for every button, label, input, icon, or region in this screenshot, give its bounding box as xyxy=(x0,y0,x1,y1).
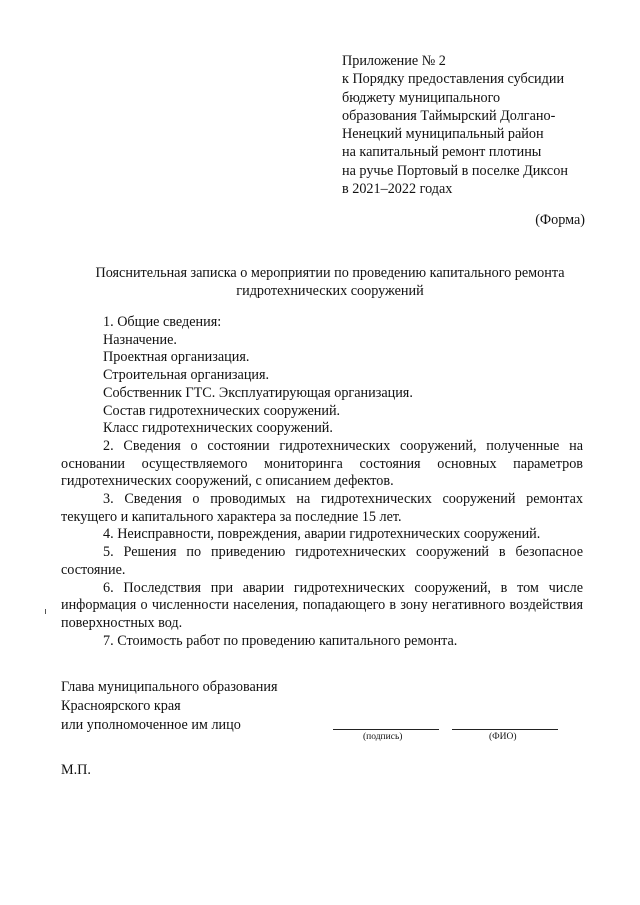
signature-caption: (подпись) xyxy=(363,732,403,742)
signature-line xyxy=(333,729,439,730)
section-4: 4. Неисправности, повреждения, аварии гидротехнических сооружений. xyxy=(103,526,541,543)
section-1-item: Проектная организация. xyxy=(103,349,250,366)
seal-mark: М.П. xyxy=(61,762,91,778)
appendix-line: к Порядку предоставления субсидии xyxy=(342,71,565,88)
section-3: 3. Сведения о проводимых на гидротехнических сооружений ремонтах текущего и капитального характера за последние 15 лет. xyxy=(61,491,583,525)
appendix-line: на капитальный ремонт плотины xyxy=(342,144,542,161)
signatory-line: Красноярского края xyxy=(61,698,181,714)
section-1-item: Строительная организация. xyxy=(103,367,270,384)
appendix-line: Приложение № 2 xyxy=(342,53,446,69)
signatory-line: или уполномоченное им лицо xyxy=(61,717,241,733)
name-caption: (ФИО) xyxy=(489,732,517,742)
margin-mark xyxy=(45,609,46,614)
signatory-line: Глава муниципального образования xyxy=(61,679,278,695)
signatory-block xyxy=(61,678,278,735)
title-line: Пояснительная записка о мероприятии по проведению капитального ремонта xyxy=(95,265,565,281)
section-2: 2. Сведения о состоянии гидротехнических сооружений, полученные на основании осуществляемого мониторинга состояния основных параметров гидротехнических сооружений, с описанием дефектов. xyxy=(61,437,583,490)
name-line xyxy=(452,729,558,730)
section-1-item: Состав гидротехнических сооружений. xyxy=(103,402,341,419)
appendix-header xyxy=(342,52,602,198)
section-6: 6. Последствия при аварии гидротехнических сооружений, в том числе информация о численности населения, попадающего в зону негативного воздействия поверхностных вод. xyxy=(61,579,583,631)
appendix-line: Ненецкий муниципальный район xyxy=(342,126,544,143)
section-1-item: Собственник ГТС. Эксплуатирующая организация. xyxy=(103,384,413,401)
section-1-item: Назначение. xyxy=(103,331,177,348)
document-title xyxy=(60,264,600,300)
appendix-line: на ручье Портовый в поселке Диксон xyxy=(342,162,568,179)
section-5: 5. Решения по приведению гидротехнических сооружений в безопасное состояние. xyxy=(61,544,583,578)
appendix-line: образования Таймырский Долгано- xyxy=(342,107,556,124)
section-1-item: Класс гидротехнических сооружений. xyxy=(103,420,333,437)
appendix-line: в 2021–2022 годах xyxy=(342,181,453,198)
section-7: 7. Стоимость работ по проведению капитального ремонта. xyxy=(103,632,458,649)
title-line: гидротехнических сооружений xyxy=(236,283,424,299)
document-body xyxy=(61,314,583,650)
form-label: (Форма) xyxy=(535,212,585,228)
appendix-line: бюджету муниципального xyxy=(342,89,501,106)
section-1-heading: 1. Общие сведения: xyxy=(103,314,222,330)
